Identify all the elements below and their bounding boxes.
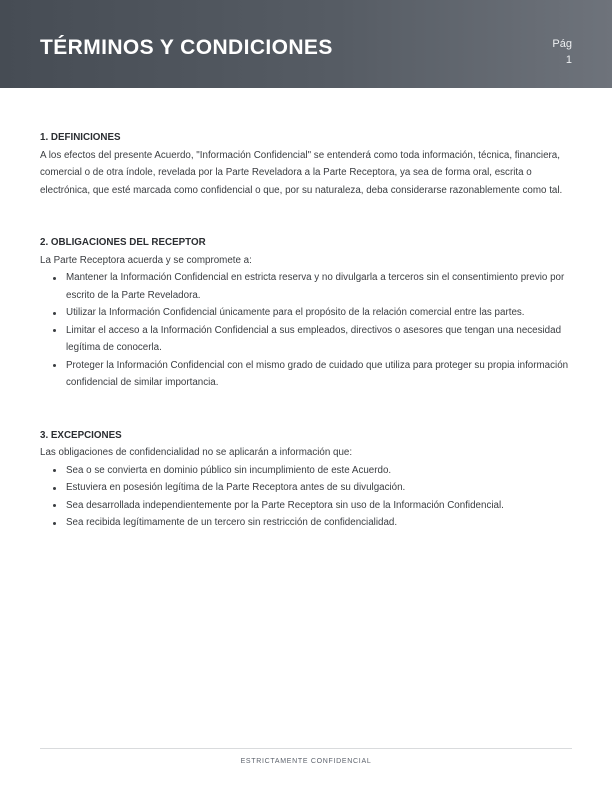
bullet-item: Mantener la Información Confidencial en estricta reserva y no divulgarla a terceros sin el consentimiento previo por escrito de la Parte Reveladora.: [40, 269, 572, 304]
section-bullet-list: [40, 462, 572, 532]
footer-confidential-label: ESTRICTAMENTE CONFIDENCIAL: [240, 758, 372, 765]
bullet-item: Sea o se convierta en dominio público sin incumplimiento de este Acuerdo.: [40, 462, 572, 480]
document-body: [0, 88, 612, 532]
page-label: Pág: [552, 38, 572, 50]
section-heading: 2. OBLIGACIONES DEL RECEPTOR: [40, 237, 206, 248]
bullet-item: Estuviera en posesión legítima de la Parte Receptora antes de su divulgación.: [40, 479, 572, 497]
bullet-item: Proteger la Información Confidencial con el mismo grado de cuidado que utiliza para proteger su propia información confidencial de similar importancia.: [40, 357, 572, 392]
document-section: [40, 234, 572, 392]
bullet-item: Sea desarrollada independientemente por la Parte Receptora sin uso de la Información Confidencial.: [40, 497, 572, 515]
document-header: [0, 0, 612, 88]
section-intro: La Parte Receptora acuerda y se compromete a:: [40, 254, 252, 266]
page-indicator: [552, 20, 572, 68]
section-bullet-list: [40, 269, 572, 392]
section-heading: 1. DEFINICIONES: [40, 132, 121, 143]
document-section: [40, 427, 572, 532]
bullet-item: Limitar el acceso a la Información Confidencial a sus empleados, directivos o asesores que tengan una necesidad legítima de conocerla.: [40, 322, 572, 357]
document-footer: [40, 748, 572, 765]
page-title: TÉRMINOS Y CONDICIONES: [40, 36, 333, 59]
bullet-item: Utilizar la Información Confidencial únicamente para el propósito de la relación comercial entre las partes.: [40, 304, 572, 322]
bullet-item: Sea recibida legítimamente de un tercero sin restricción de confidencialidad.: [40, 514, 572, 532]
document-section: [40, 129, 572, 199]
footer-divider: [40, 748, 572, 749]
section-heading: 3. EXCEPCIONES: [40, 429, 122, 441]
section-intro: Las obligaciones de confidencialidad no se aplicarán a información que:: [40, 447, 353, 458]
section-intro: A los efectos del presente Acuerdo, "Información Confidencial" se entenderá como toda información, técnica, financiera, comercial o de otra índole, revelada por la Parte Reveladora a la Parte Receptora, ya sea de forma oral, escrita o electrónica, que esté marcada como confidencial o que, por su naturaleza, deba considerarse razonablemente como tal.: [40, 149, 563, 196]
page-number: 1: [565, 54, 572, 66]
